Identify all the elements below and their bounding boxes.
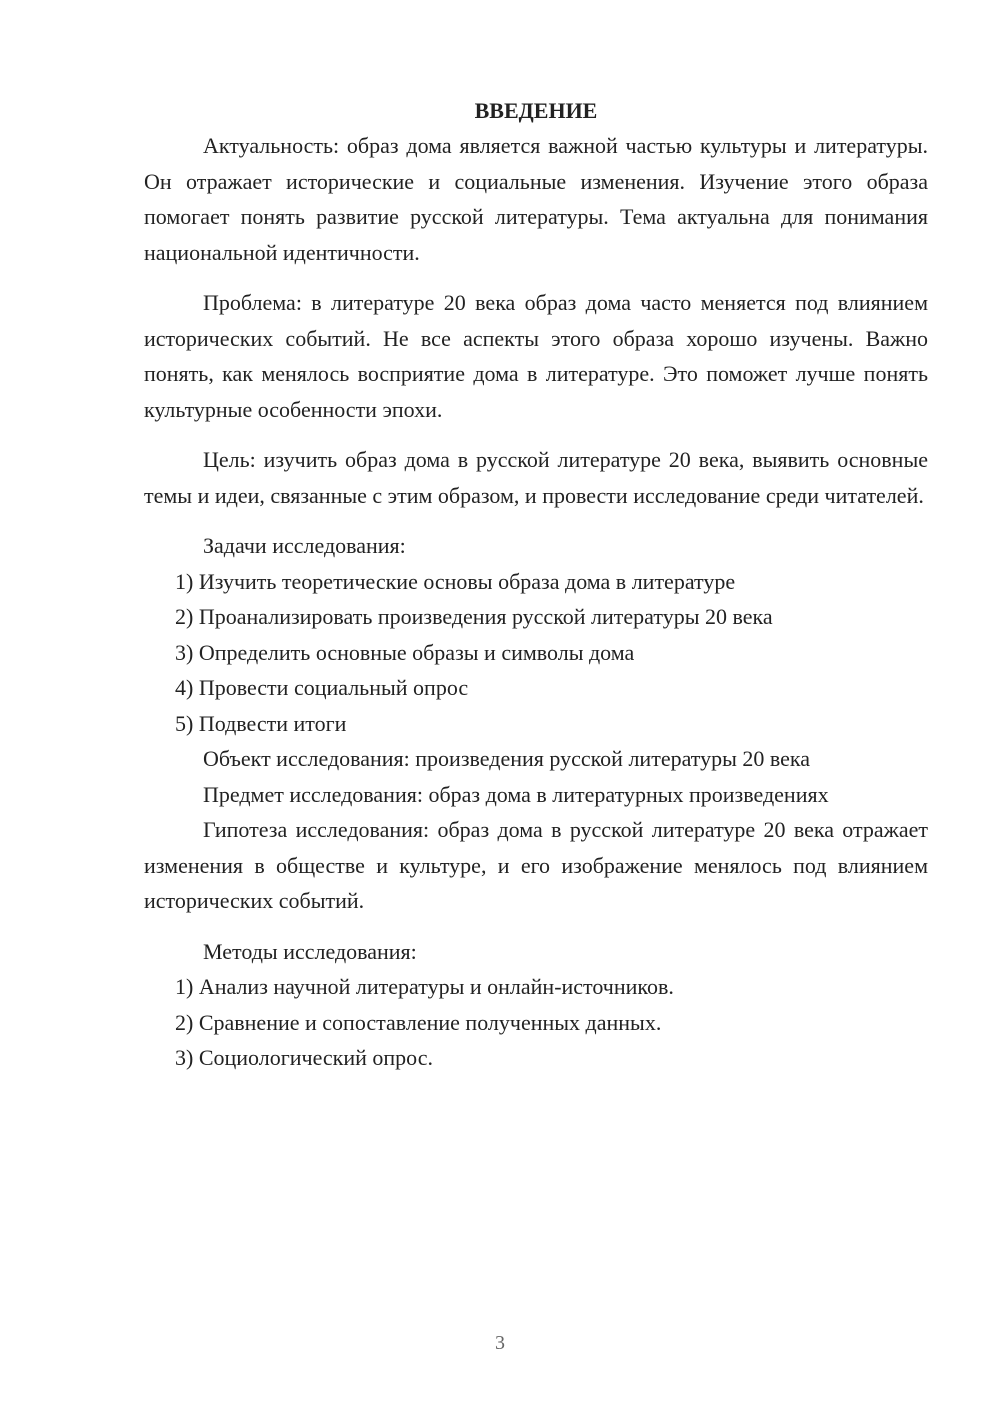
list-item: 2) Сравнение и сопоставление полученных данных. [175,1009,662,1035]
page-number: 3 [495,1332,505,1354]
list-item: 1) Анализ научной литературы и онлайн-источников. [175,974,674,999]
tasks-heading: Задачи исследования: [203,533,406,558]
goal-paragraph: Цель: изучить образ дома в русской литературе 20 века, выявить основные темы и идеи, связанные с этим образом, и провести исследование среди читателей. [144,447,928,508]
page-content [144,94,928,1076]
methods-list [144,969,928,1076]
list-item: 3) Определить основные образы и символы дома [175,639,635,665]
list-item: 1) Изучить теоретические основы образа дома в литературе [175,568,736,594]
hypothesis-paragraph: Гипотеза исследования: образ дома в русской литературе 20 века отражает изменения в обществе и культуре, и его изображение менялось под влиянием исторических событий. [144,817,928,913]
relevance-paragraph: Актуальность: образ дома является важной частью культуры и литературы. Он отражает исторические и социальные изменения. Изучение этого образа помогает понять развитие русской литературы. Тема актуальна для понимания национальной идентичности. [144,133,928,265]
list-item: 3) Социологический опрос. [175,1045,433,1070]
methods-heading: Методы исследования: [203,938,417,964]
problem-paragraph: Проблема: в литературе 20 века образ дома часто меняется под влиянием исторических событий. Не все аспекты этого образа хорошо изучены. Важно понять, как менялось восприятие дома в литературе. Это поможет лучше понять культурные особенности эпохи. [144,290,928,422]
tasks-list [144,564,928,742]
object-line: Объект исследования: произведения русской литературы 20 века [203,746,811,771]
section-title: ВВЕДЕНИЕ [474,98,598,123]
list-item: 5) Подвести итоги [175,710,347,736]
list-item: 2) Проанализировать произведения русской литературы 20 века [175,604,773,629]
list-item: 4) Провести социальный опрос [175,675,469,700]
subject-line: Предмет исследования: образ дома в литературных произведениях [203,781,829,807]
